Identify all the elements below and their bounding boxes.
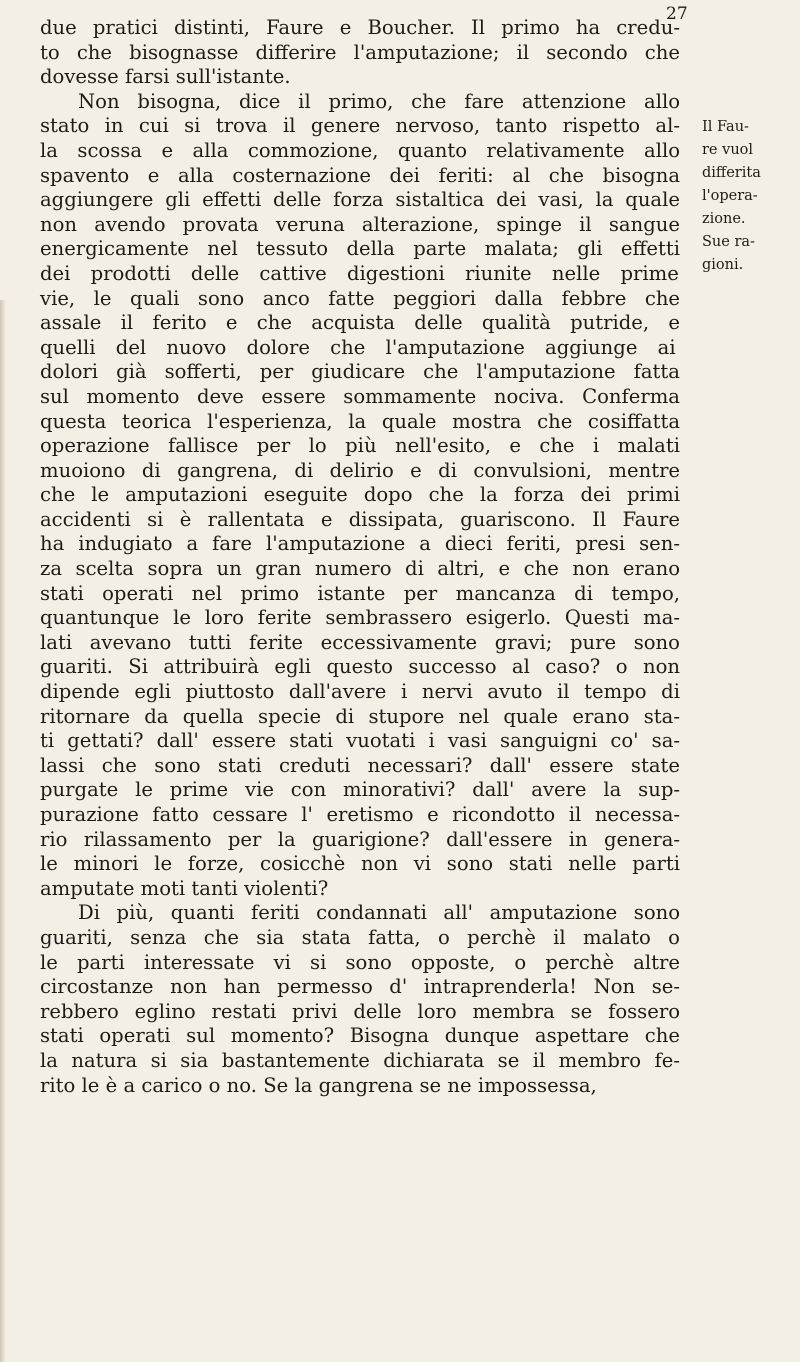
text-line: guariti. Si attribuirà egli questo successo al caso? o non [40, 655, 680, 679]
text-line: le minori le forze, cosicchè non vi sono stati nelle parti [40, 852, 680, 876]
margin-note [702, 116, 798, 277]
text-line: ha indugiato a fare l'amputazione a dieci feriti, presi sen- [40, 532, 681, 556]
text-line: purazione fatto cessare l' eretismo e ricondotto il necessa- [40, 803, 681, 826]
margin-note-line: gioni. [702, 257, 744, 273]
text-line: la natura si sia bastantemente dichiarata se il membro fe- [40, 1048, 680, 1072]
text-line: che le amputazioni eseguite dopo che la forza dei primi [40, 483, 680, 507]
text-line: rio rilassamento per la guarigione? dall'essere in genera- [40, 827, 680, 851]
text-line: assale il ferito e che acquista delle qualità putride, e [40, 311, 681, 335]
text-line: dovesse farsi sull'istante. [40, 65, 291, 89]
paragraph [40, 901, 680, 1098]
text-line: rebbero eglino restati privi delle loro membra se fossero [40, 999, 680, 1023]
margin-note-line: l'opera- [702, 188, 758, 204]
text-line: non avendo provata veruna alterazione, spinge il sangue [40, 212, 680, 236]
text-line: dei prodotti delle cattive digestioni riunite nelle prime [40, 261, 679, 285]
paragraph [40, 90, 680, 902]
text-line: purgate le prime vie con minorativi? dall' avere la sup- [40, 778, 681, 802]
text-line: stato in cui si trova il genere nervoso, tanto rispetto al- [40, 114, 680, 138]
text-line: due pratici distinti, Faure e Boucher. Il primo ha credu- [40, 16, 681, 39]
text-line: Di più, quanti feriti condannati all' amputazione sono [78, 901, 681, 925]
text-line: dipende egli piuttosto dall'avere i nervi avuto il tempo di [40, 680, 680, 704]
text-line: dolori già sofferti, per giudicare che l'amputazione fatta [40, 360, 680, 384]
margin-note-line: differita [702, 165, 761, 181]
text-line: le parti interessate vi si sono opposte, o perchè altre [40, 950, 680, 974]
text-line: rito le è a carico o no. Se la gangrena se ne impossessa, [40, 1073, 597, 1097]
binding-shadow [0, 300, 6, 1362]
paragraph [40, 16, 680, 90]
text-line: to che bisognasse differire l'amputazione; il secondo che [40, 40, 680, 64]
text-line: guariti, senza che sia stata fatta, o perchè il malato o [40, 925, 680, 949]
text-line: questa teorica l'esperienza, la quale mostra che cosiffatta [40, 409, 681, 433]
main-text [40, 16, 680, 1098]
text-line: operazione fallisce per lo più nell'esito, e che i malati [40, 434, 680, 458]
margin-note-line: re vuol [702, 142, 754, 158]
text-line: spavento e alla costernazione dei feriti: al che bisogna [40, 163, 681, 187]
text-line: Non bisogna, dice il primo, che fare attenzione allo [78, 89, 681, 113]
text-line: accidenti si è rallentata e dissipata, guariscono. Il Faure [40, 507, 681, 531]
text-line: quelli del nuovo dolore che l'amputazione aggiunge ai [40, 335, 676, 359]
text-line: vie, le quali sono anco fatte peggiori dalla febbre che [40, 286, 681, 310]
text-line: energicamente nel tessuto della parte malata; gli effetti [40, 237, 681, 261]
text-line: lassi che sono stati creduti necessari? dall' essere state [40, 753, 680, 777]
text-line: la scossa e alla commozione, quanto relativamente allo [40, 138, 681, 162]
text-line: aggiungere gli effetti delle forza sistaltica dei vasi, la quale [40, 188, 680, 212]
text-line: amputate moti tanti violenti? [40, 876, 329, 900]
text-line: za scelta sopra un gran numero di altri, e che non erano [40, 557, 680, 581]
margin-note-line: zione. [702, 211, 746, 227]
text-line: ritornare da quella specie di stupore nel quale erano sta- [40, 704, 680, 728]
text-line: stati operati sul momento? Bisogna dunque aspettare che [40, 1024, 680, 1048]
text-line: sul momento deve essere sommamente nociva. Conferma [40, 384, 680, 408]
text-line: circostanze non han permesso d' intraprenderla! Non se- [40, 975, 680, 999]
text-line: muoiono di gangrena, di delirio e di convulsioni, mentre [40, 458, 681, 482]
margin-note-line: Sue ra- [702, 234, 755, 250]
text-line: lati avevano tutti ferite eccessivamente gravi; pure sono [40, 630, 680, 654]
margin-note-line: Il Fau- [702, 119, 749, 135]
text-line: quantunque le loro ferite sembrassero esigerlo. Questi ma- [40, 606, 681, 630]
text-line: ti gettati? dall' essere stati vuotati i vasi sanguigni co' sa- [40, 729, 681, 753]
text-line: stati operati nel primo istante per mancanza di tempo, [40, 581, 680, 605]
page-number: 27 [666, 4, 688, 24]
